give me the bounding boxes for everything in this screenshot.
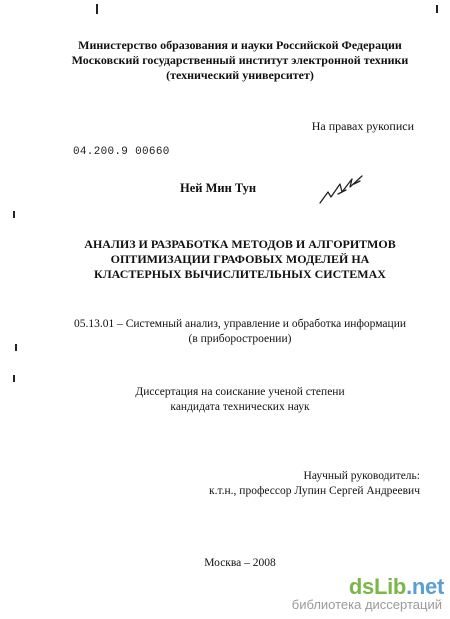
manuscript-rights: На правах рукописи <box>311 119 414 133</box>
city-year: Москва – 2008 <box>204 557 276 569</box>
scan-mark <box>13 211 15 218</box>
degree-statement <box>40 385 440 415</box>
logo-part: dsLib <box>348 574 407 599</box>
degree-line: кандидата технических наук <box>170 401 310 413</box>
watermark-subtitle: библиотека диссертаций <box>291 597 442 612</box>
supervisor-label: Научный руководитель: <box>303 470 420 482</box>
degree-line: Диссертация на соискание ученой степени <box>135 386 345 398</box>
title-line: КЛАСТЕРНЫХ ВЫЧИСЛИТЕЛЬНЫХ СИСТЕМАХ <box>94 267 386 281</box>
university-line: (технический университет) <box>166 68 314 82</box>
supervisor-block <box>209 469 420 499</box>
specialty <box>40 317 440 347</box>
specialty-note: (в приборостроении) <box>188 333 292 345</box>
scan-mark <box>13 375 15 382</box>
ministry-header <box>40 38 440 83</box>
logo-part: .net <box>406 574 444 599</box>
registration-number: 04.200.9 00660 <box>73 146 170 158</box>
dissertation-title <box>40 237 440 282</box>
supervisor-name: к.т.н., профессор Лупин Сергей Андреевич <box>209 485 420 497</box>
scan-mark <box>436 5 438 13</box>
scan-mark <box>15 344 17 351</box>
ministry-line: Министерство образования и науки Российской Федерации <box>78 38 402 52</box>
specialty-code-line: 05.13.01 – Системный анализ, управление и обработка информации <box>73 318 407 330</box>
scan-mark <box>96 4 98 14</box>
title-line: ОПТИМИЗАЦИИ ГРАФОВЫХ МОДЕЛЕЙ НА <box>110 252 370 266</box>
title-line: АНАЛИЗ И РАЗРАБОТКА МЕТОДОВ И АЛГОРИТМОВ <box>84 237 396 251</box>
author-name: Ней Мин Тун <box>180 181 257 195</box>
institute-line: Московский государственный институт электронной техники <box>71 53 409 67</box>
signature-icon <box>318 170 378 206</box>
